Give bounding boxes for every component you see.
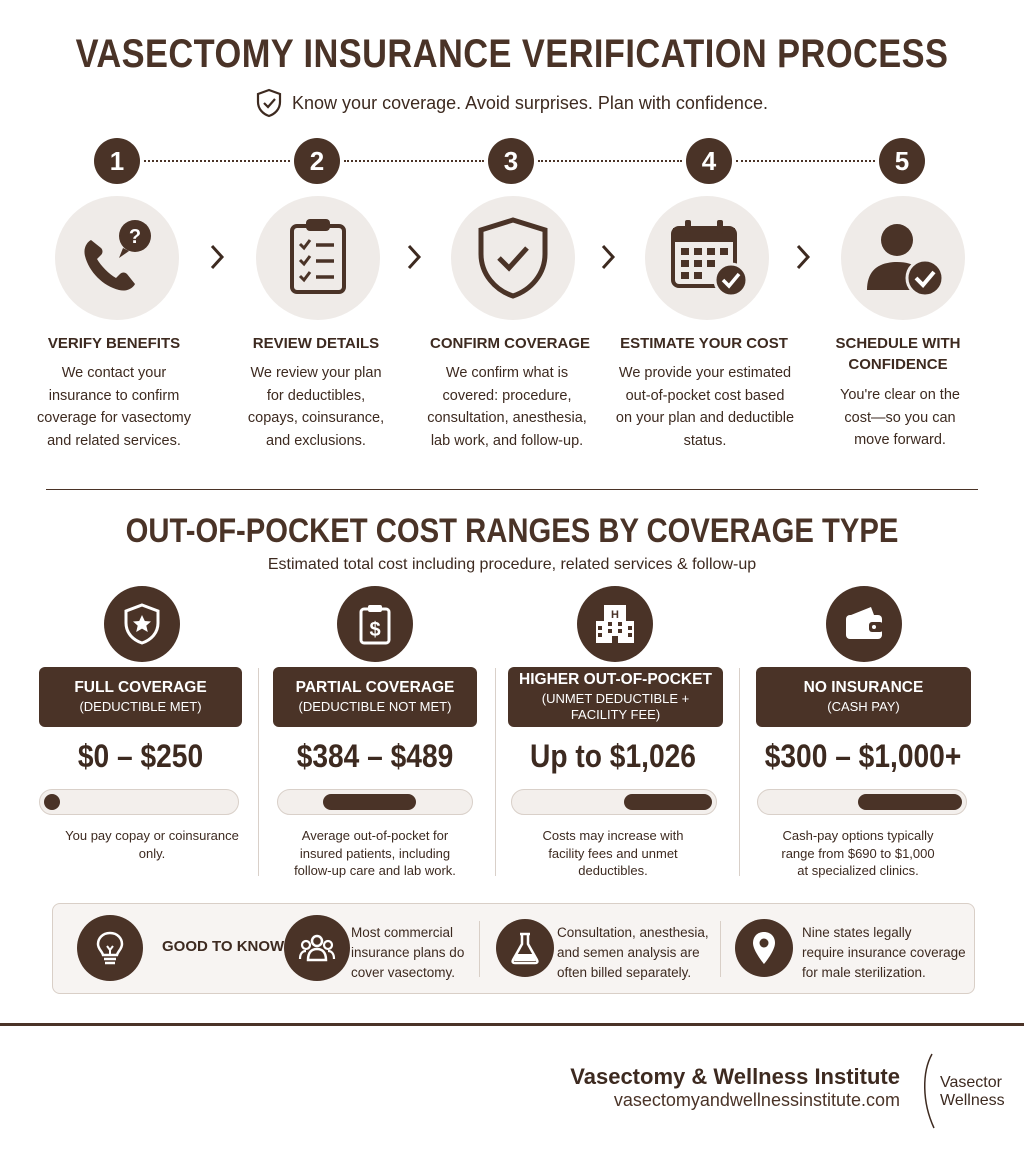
coverage-header-1: FULL COVERAGE (DEDUCTIBLE MET) — [39, 667, 242, 727]
coverage-note-4: Cash-pay options typically range from $690 to $1,000 at specialized clinics. — [781, 828, 935, 878]
step-number-1: 1 — [94, 138, 140, 184]
step-desc-2: We review your plan for deductibles, copays, coinsurance, and exclusions. — [247, 365, 385, 449]
wallet-icon — [841, 601, 887, 647]
coverage-icon-1 — [104, 586, 180, 662]
chevron-right-icon — [794, 242, 812, 272]
map-pin-icon — [744, 928, 784, 968]
step-desc-3: We confirm what is covered: procedure, consultation, anesthesia, lab work, and follow-up. — [427, 365, 587, 449]
coverage-icon-4 — [826, 586, 902, 662]
step-number-3: 3 — [488, 138, 534, 184]
step-icon-circle-2 — [256, 196, 380, 320]
range-fill — [624, 794, 712, 810]
step-title-2: REVIEW DETAILS — [252, 335, 380, 352]
gtk-divider — [479, 921, 480, 977]
gtk-text-2: Consultation, anesthesia, and semen analysis are often billed separately. — [557, 925, 709, 980]
column-divider — [739, 668, 740, 876]
step-title-1: VERIFY BENEFITS — [47, 335, 181, 352]
step-number-2: 2 — [294, 138, 340, 184]
people-icon — [297, 928, 337, 968]
coverage-price-1: $0 – $250 — [77, 738, 204, 774]
section-divider — [46, 489, 978, 490]
range-fill — [44, 794, 60, 810]
coverage-range-bar-2 — [277, 789, 473, 815]
column-divider — [258, 668, 259, 876]
step-title-5: SCHEDULE WITH CONFIDENCE — [835, 335, 961, 373]
brand-url[interactable]: vasectomyandwellnessinstitute.com — [613, 1090, 900, 1110]
step-number-5: 5 — [879, 138, 925, 184]
logo-swoosh-icon — [920, 1052, 940, 1132]
coverage-range-bar-3 — [511, 789, 717, 815]
gtk-icon-circle — [77, 915, 143, 981]
shield-star-icon — [119, 601, 165, 647]
footer-divider — [0, 1023, 1024, 1026]
step-icon-circle-5 — [841, 196, 965, 320]
phone-question-icon — [69, 210, 165, 306]
step-title-4: ESTIMATE YOUR COST — [620, 335, 788, 352]
svg-text:H: H — [611, 609, 619, 621]
coverage-note-2: Average out-of-pocket for insured patients, including follow-up care and lab work. — [294, 828, 456, 878]
coverage-icon-2 — [337, 586, 413, 662]
shield-check-icon — [465, 210, 561, 306]
step-icon-circle-1 — [55, 196, 179, 320]
clipboard-dollar-icon — [352, 601, 398, 647]
range-fill — [323, 794, 416, 810]
step-connector — [144, 160, 290, 162]
step-connector — [344, 160, 484, 162]
step-title-3: CONFIRM COVERAGE — [429, 335, 590, 352]
costs-title: OUT-OF-POCKET COST RANGES BY COVERAGE TYPE — [125, 512, 899, 550]
chevron-right-icon — [599, 242, 617, 272]
svg-text:$: $ — [369, 619, 381, 641]
shield-check-icon — [256, 88, 282, 118]
column-divider — [495, 668, 496, 876]
range-fill — [858, 794, 962, 810]
costs-subtitle: Estimated total cost including procedure, related services & follow-up — [267, 556, 757, 573]
coverage-price-4: $300 – $1,000+ — [764, 738, 962, 774]
svg-text:?: ? — [128, 226, 142, 248]
brand-name: Vasectomy & Wellness Institute — [570, 1064, 900, 1089]
coverage-price-2: $384 – $489 — [296, 738, 454, 774]
step-icon-circle-3 — [451, 196, 575, 320]
step-desc-1: We contact your insurance to confirm coverage for vasectomy and related services. — [37, 365, 191, 449]
page-title: VASECTOMY INSURANCE VERIFICATION PROCESS — [75, 32, 949, 76]
step-desc-4: We provide your estimated out-of-pocket cost based on your plan and deductible status. — [615, 365, 795, 449]
flask-icon — [505, 928, 545, 968]
clipboard-checklist-icon — [270, 210, 366, 306]
coverage-note-3: Costs may increase with facility fees and unmet deductibles. — [542, 828, 684, 878]
coverage-header-2: PARTIAL COVERAGE (DEDUCTIBLE NOT MET) — [273, 667, 477, 727]
gtk-icon-circle — [735, 919, 793, 977]
logo-text-line-2: Wellness — [940, 1092, 1005, 1109]
coverage-range-bar-1 — [39, 789, 239, 815]
building-icon — [592, 601, 638, 647]
step-number-4: 4 — [686, 138, 732, 184]
coverage-note-1: You pay copay or coinsurance only. — [65, 828, 239, 861]
step-desc-5: You're clear on the cost—so you can move forward. — [840, 387, 960, 448]
gtk-icon-circle — [496, 919, 554, 977]
logo-text-line-1: Vasector — [940, 1074, 1002, 1091]
gtk-text-3: Nine states legally require insurance coverage for male sterilization. — [802, 925, 966, 980]
chevron-right-icon — [208, 242, 226, 272]
step-connector — [538, 160, 682, 162]
good-to-know-label: GOOD TO KNOW — [162, 938, 285, 955]
calendar-check-icon — [659, 210, 755, 306]
gtk-divider — [720, 921, 721, 977]
tagline-text: Know your coverage. Avoid surprises. Plan with confidence. — [292, 92, 768, 113]
coverage-range-bar-4 — [757, 789, 967, 815]
coverage-header-3: HIGHER OUT-OF-POCKET (UNMET DEDUCTIBLE + FACILITY FEE) — [508, 667, 723, 727]
person-check-icon — [855, 210, 951, 306]
coverage-header-4: NO INSURANCE (CASH PAY) — [756, 667, 971, 727]
coverage-price-3: Up to $1,026 — [530, 738, 696, 774]
coverage-icon-3 — [577, 586, 653, 662]
tagline — [0, 88, 1024, 118]
gtk-icon-circle — [284, 915, 350, 981]
step-icon-circle-4 — [645, 196, 769, 320]
lightbulb-icon — [90, 928, 130, 968]
gtk-text-1: Most commercial insurance plans do cover vasectomy. — [351, 925, 465, 980]
step-connector — [736, 160, 875, 162]
chevron-right-icon — [405, 242, 423, 272]
brand-logo — [920, 1052, 1024, 1132]
